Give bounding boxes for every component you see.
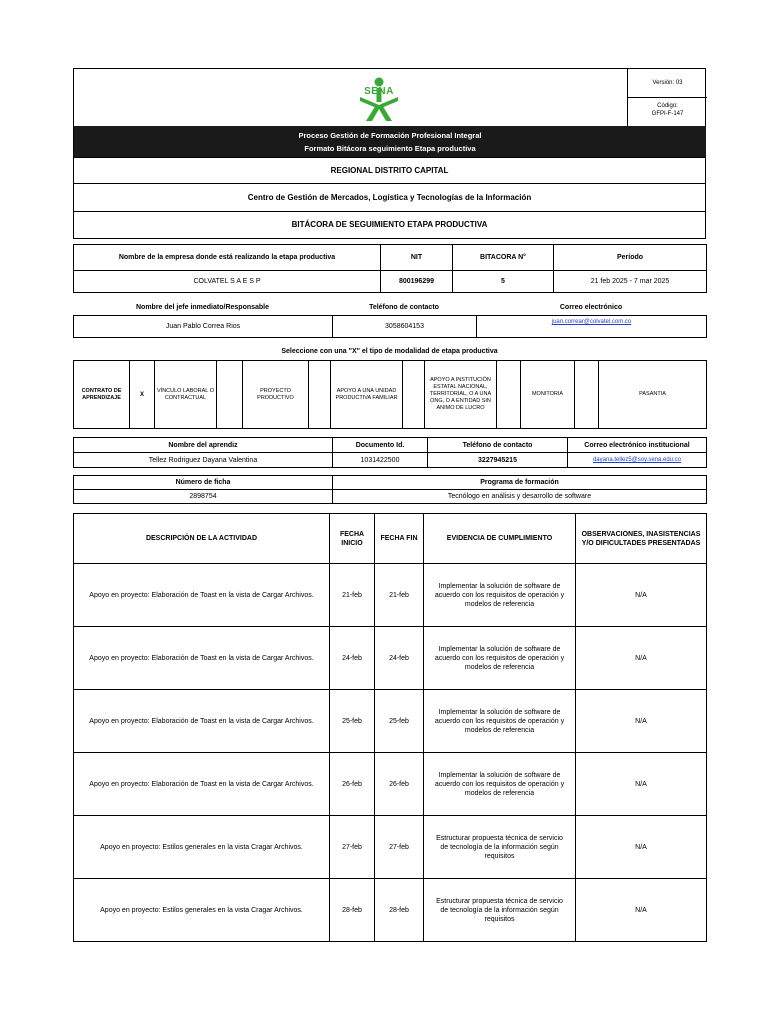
bitacora-number: 5	[453, 271, 554, 293]
activity-start: 21-feb	[330, 564, 375, 627]
activity-obs-header: OBSERVACIONES, INASISTENCIAS Y/O DIFICULTADES PRESENTADAS	[576, 514, 707, 564]
table-row	[74, 816, 707, 879]
code-cell	[627, 98, 707, 126]
boss-name-header: Nombre del jefe inmediato/Responsable	[135, 303, 270, 311]
activity-desc-header: DESCRIPCIÓN DE LA ACTIVIDAD	[74, 514, 330, 564]
apprentice-email-link[interactable]: dayana.tellez5@soy.sena.edu.co	[592, 457, 682, 463]
company-table	[73, 244, 707, 293]
activity-desc: Apoyo en proyecto: Elaboración de Toast en la vista de Cargar Archivos.	[74, 690, 330, 753]
sena-logo-icon	[354, 75, 404, 125]
activity-evidence-header: EVIDENCIA DE CUMPLIMIENTO	[424, 514, 576, 564]
activity-end-header: FECHA FIN	[375, 514, 424, 564]
table-row	[74, 753, 707, 816]
activities-table	[73, 513, 707, 942]
nit-header: NIT	[381, 245, 453, 271]
bitacora-header: BITACORA N°	[453, 245, 554, 271]
apprentice-doc: 1031422500	[333, 453, 428, 468]
modality-monitoria-checkbox[interactable]	[575, 361, 599, 429]
ficha-header: Número de ficha	[74, 476, 333, 490]
modality-apoyo-institucion-label: APOYO A INSTITUCIÓN ESTATAL NACIONAL, TERRITORIAL, O A UNA ONG, O A ENTIDAD SIN ANIMO DE LUCRO	[425, 361, 497, 429]
modality-vinculo-checkbox[interactable]	[217, 361, 243, 429]
activity-obs: N/A	[576, 627, 707, 690]
modality-proyecto-checkbox[interactable]	[309, 361, 331, 429]
modality-title: Seleccione con una "X" el tipo de modalidad de etapa productiva	[281, 348, 498, 355]
activity-start: 28-feb	[330, 879, 375, 942]
apprentice-table	[73, 437, 707, 468]
boss-header-row	[73, 300, 706, 314]
activity-desc: Apoyo en proyecto: Elaboración de Toast en la vista de Cargar Archivos.	[74, 753, 330, 816]
activity-desc: Apoyo en proyecto: Elaboración de Toast en la vista de Cargar Archivos.	[74, 627, 330, 690]
activity-end: 25-feb	[375, 690, 424, 753]
version-text: Versión: 03	[652, 80, 683, 86]
company-name-header: Nombre de la empresa donde está realizando la etapa productiva	[74, 245, 381, 271]
activity-desc: Apoyo en proyecto: Estilos generales en la vista Cragar Archivos.	[74, 879, 330, 942]
activity-obs: N/A	[576, 879, 707, 942]
activity-end: 21-feb	[375, 564, 424, 627]
activity-evidence: Implementar la solución de software de acuerdo con los requisitos de operación y modelos de referencia	[424, 564, 576, 627]
activity-start: 25-feb	[330, 690, 375, 753]
periodo-value: 21 feb 2025 - 7 mar 2025	[554, 271, 707, 293]
activity-evidence: Implementar la solución de software de acuerdo con los requisitos de operación y modelos de referencia	[424, 753, 576, 816]
activity-evidence: Estructurar propuesta técnica de servicio de tecnología de la información según requisitos	[424, 816, 576, 879]
sena-logo	[354, 75, 404, 125]
activity-start: 24-feb	[330, 627, 375, 690]
modality-contrato-label: CONTRATO DE APRENDIZAJE	[74, 361, 130, 429]
apprentice-doc-header: Documento Id.	[333, 438, 428, 453]
ficha-table	[73, 475, 707, 504]
regional-label: REGIONAL DISTRITO CAPITAL	[74, 158, 706, 184]
code-value: GFPI-F-147	[651, 111, 684, 117]
activity-obs: N/A	[576, 564, 707, 627]
company-name: COLVATEL S A E S P	[74, 271, 381, 293]
activity-start: 26-feb	[330, 753, 375, 816]
activity-obs: N/A	[576, 816, 707, 879]
activity-obs: N/A	[576, 690, 707, 753]
apprentice-email-header: Correo electrónico institucional	[568, 438, 707, 453]
activity-end: 26-feb	[375, 753, 424, 816]
activity-end: 24-feb	[375, 627, 424, 690]
ficha-value: 2898754	[74, 490, 333, 504]
modality-vinculo-label: VÍNCULO LABORAL O CONTRACTUAL	[155, 361, 217, 429]
apprentice-name-header: Nombre del aprendiz	[74, 438, 333, 453]
programa-value: Tecnólogo en análisis y desarrollo de software	[333, 490, 707, 504]
document-title: BITÁCORA DE SEGUIMIENTO ETAPA PRODUCTIVA	[74, 212, 706, 239]
sena-logo-text: SENA	[364, 86, 394, 97]
boss-email-header: Correo electrónico	[559, 303, 623, 311]
activity-end: 27-feb	[375, 816, 424, 879]
activity-start: 27-feb	[330, 816, 375, 879]
company-nit: 800196299	[381, 271, 453, 293]
apprentice-phone-header: Teléfono de contacto	[428, 438, 568, 453]
modality-apoyo-unidad-checkbox[interactable]	[403, 361, 425, 429]
activity-desc: Apoyo en proyecto: Estilos generales en la vista Cragar Archivos.	[74, 816, 330, 879]
activity-start-header: FECHA INICIO	[330, 514, 375, 564]
table-row	[74, 690, 707, 753]
institution-table	[73, 157, 706, 239]
boss-phone-header: Teléfono de contacto	[369, 303, 439, 311]
boss-email-link[interactable]: juan.correar@colvatel.com.co	[551, 319, 632, 325]
centro-label: Centro de Gestión de Mercados, Logística y Tecnologías de la Información	[74, 184, 706, 212]
modality-table	[73, 360, 707, 429]
modality-apoyo-institucion-checkbox[interactable]	[497, 361, 521, 429]
modality-contrato-checkbox[interactable]: X	[130, 361, 155, 429]
table-row	[74, 879, 707, 942]
code-label: Código:	[657, 103, 678, 109]
modality-monitoria-label: MONITORIA	[521, 361, 575, 429]
activity-evidence: Estructurar propuesta técnica de servicio de tecnología de la información según requisitos	[424, 879, 576, 942]
boss-table	[73, 315, 707, 338]
periodo-header: Período	[554, 245, 707, 271]
process-title: Proceso Gestión de Formación Profesional Integral	[298, 131, 482, 140]
table-row	[74, 627, 707, 690]
modality-apoyo-unidad-label: APOYO A UNA UNIDAD PRODUCTIVA FAMILIAR	[331, 361, 403, 429]
table-row	[74, 564, 707, 627]
activity-evidence: Implementar la solución de software de acuerdo con los requisitos de operación y modelos de referencia	[424, 627, 576, 690]
version-cell	[627, 69, 707, 98]
programa-header: Programa de formación	[333, 476, 707, 490]
process-band	[74, 126, 706, 157]
modality-proyecto-label: PROYECTO PRODUCTIVO	[243, 361, 309, 429]
activity-obs: N/A	[576, 753, 707, 816]
format-title: Formato Bitácora seguimiento Etapa productiva	[304, 144, 476, 153]
apprentice-name: Tellez Rodriguez Dayana Valentina	[74, 453, 333, 468]
apprentice-phone: 3227945215	[428, 453, 568, 468]
modality-pasantia-label: PASANTIA	[599, 361, 707, 429]
activity-desc: Apoyo en proyecto: Elaboración de Toast en la vista de Cargar Archivos.	[74, 564, 330, 627]
document-header	[73, 68, 706, 157]
boss-name: Juan Pablo Correa Rios	[74, 316, 333, 338]
boss-phone: 3058604153	[333, 316, 477, 338]
activity-end: 28-feb	[375, 879, 424, 942]
activity-evidence: Implementar la solución de software de acuerdo con los requisitos de operación y modelos de referencia	[424, 690, 576, 753]
